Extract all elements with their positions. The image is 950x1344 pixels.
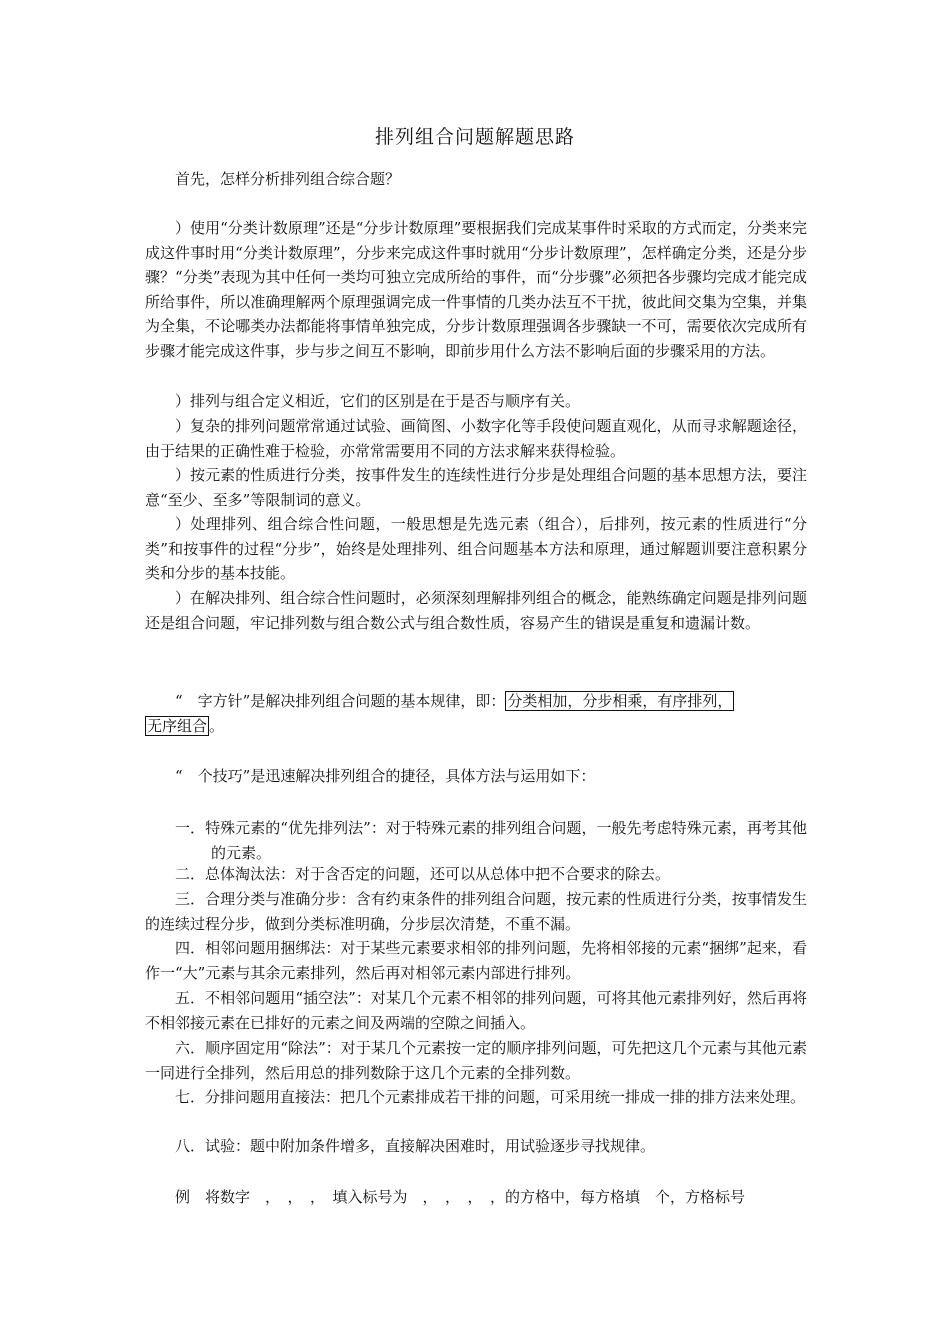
principle-suffix: 。 xyxy=(209,717,225,735)
point-4: ）按元素的性质进行分类，按事件发生的连续性进行分步是处理组合问题的基本思想方法，要注意“至少、至多”等限制词的意义。 xyxy=(145,466,807,509)
principle-boxed-text-2: 无序组合 xyxy=(147,717,208,735)
skill-5: 五．不相邻问题用“插空法”：对某几个元素不相邻的排列问题，可将其他元素排列好，然后再将不相邻接元素在已排好的元素之间及两端的空隙之间插入。 xyxy=(145,989,807,1032)
page-title: 排列组合问题解题思路 xyxy=(374,126,575,148)
principle-line-2 xyxy=(145,714,807,739)
principle-line-1 xyxy=(145,689,807,714)
skill-4: 四．相邻问题用捆绑法：对于某些元素要求相邻的排列问题，先将相邻接的元素“捆绑”起来，看作一“大”元素与其余元素排列，然后再对相邻元素内部进行排列。 xyxy=(145,939,807,982)
skills-intro: “ 个技巧”是迅速解决排列组合的捷径，具体方法与运用如下： xyxy=(175,767,596,785)
intro-question: 首先，怎样分析排列组合综合题？ xyxy=(175,170,401,188)
skill-8: 八．试验：题中附加条件增多，直接解决困难时，用试验逐步寻找规律。 xyxy=(175,1137,656,1155)
skill-3: 三．合理分类与准确分步：含有约束条件的排列组合问题，按元素的性质进行分类，按事情发生的连续过程分步，做到分类标准明确，分步层次清楚，不重不漏。 xyxy=(145,890,807,933)
skill-6: 六．顺序固定用“除法”：对于某几个元素按一定的顺序排列问题，可先把这几个元素与其他元素一同进行全排列，然后用总的排列数除于这几个元素的全排列数。 xyxy=(145,1039,807,1082)
principle-prefix: “ 字方针”是解决排列组合问题的基本规律，即： xyxy=(175,692,506,710)
skill-2: 二．总体淘汰法：对于含否定的问题，还可以从总体中把不合要求的除去。 xyxy=(175,865,671,883)
point-3: ）复杂的排列问题常常通过试验、画简图、小数字化等手段使问题直观化，从而寻求解题途径，由于结果的正确性难于检验，亦常常需要用不同的方法求解来获得检验。 xyxy=(145,417,807,460)
point-6: ）在解决排列、组合综合性问题时，必须深刻理解排列组合的概念，能熟练确定问题是排列问题还是组合问题，牢记排列数与组合数公式与组合数性质，容易产生的错误是重复和遗漏计数。 xyxy=(145,589,807,632)
point-2: ）排列与组合定义相近，它们的区别是在于是否与顺序有关。 xyxy=(175,392,581,410)
point-5: ）处理排列、组合综合性问题，一般思想是先选元素（组合），后排列，按元素的性质进行“分类”和按事件的过程“分步”，始终是处理排列、组合问题基本方法和原理，通过解题训要注意积累分类和分步的基本技能。 xyxy=(145,515,807,583)
principle-boxed-text-1: 分类相加，分步相乘，有序排列， xyxy=(507,692,733,710)
point-1: ）使用“分类计数原理”还是“分步计数原理”要根据我们完成某事件时采取的方式而定，分类来完成这件事时用“分类计数原理”，分步来完成这件事时就用“分步计数原理”，怎样确定分类，还是分步骤？“分类”表现为其中任何一类均可独立完成所给的事件，而“分步骤”必须把各步骤均完成才能完成所给事件，所以准确理解两个原理强调完成一件事情的几类办法互不干扰，彼此间交集为空集，并集为全集，不论哪类办法都能将事情单独完成，分步计数原理强调各步骤缺一不可，需要依次完成所有步骤才能完成这件事，步与步之间互不影响，即前步用什么方法不影响后面的步骤采用的方法。 xyxy=(145,219,807,360)
example-line: 例 将数字 ， ， ， 填入标号为 ， ， ， ，的方格中，每方格填 个，方格标号 xyxy=(175,1188,746,1206)
skill-1: 一．特殊元素的“优先排列法”：对于特殊元素的排列组合问题，一般先考虑特殊元素，再考其他的元素。 xyxy=(175,819,807,862)
skill-7: 七．分排问题用直接法：把几个元素排成若干排的问题，可采用统一排成一排的排方法来处理。 xyxy=(175,1088,806,1106)
